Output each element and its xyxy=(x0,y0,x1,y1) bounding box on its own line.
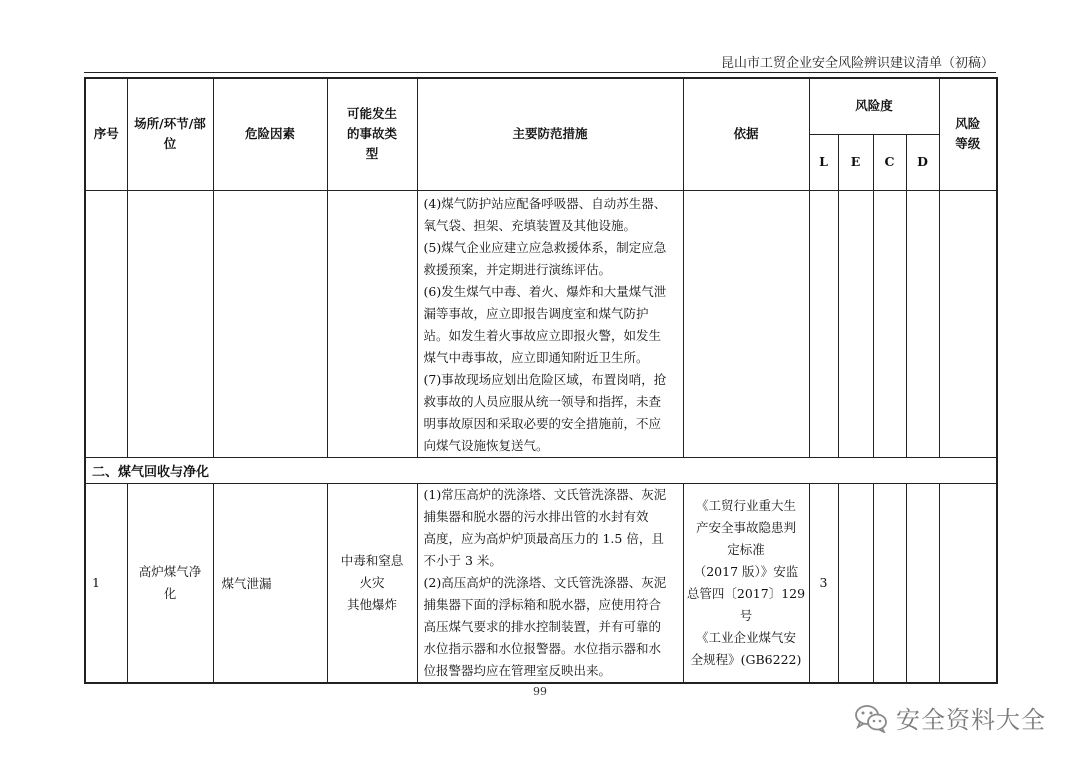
basis-line: 定标准 xyxy=(727,541,765,557)
header-measures: 主要防范措施 xyxy=(417,78,683,190)
cell-D-empty xyxy=(906,190,939,457)
cell-hazard-empty xyxy=(213,190,327,457)
watermark xyxy=(854,700,1046,735)
measure-line: (7)事故现场应划出危险区域，布置岗哨，抢 xyxy=(423,371,667,387)
wechat-icon xyxy=(854,703,888,733)
measure-line: 明事故原因和采取必要的安全措施前，不应 xyxy=(423,415,662,431)
measure-line: 救援预案，并定期进行演练评估。 xyxy=(423,261,612,277)
accident-type-item: 中毒和窒息 xyxy=(340,552,404,568)
measure-line: 位报警器均应在管理室反映出来。 xyxy=(423,662,612,678)
cell-basis-empty xyxy=(683,190,809,457)
measure-line: 站。如发生着火事故应立即报火警，如发生 xyxy=(423,327,662,343)
header-basis: 依据 xyxy=(683,78,809,190)
measure-line: 救事故的人员应服从统一领导和指挥，未查 xyxy=(423,393,662,409)
cell-location-empty xyxy=(127,190,213,457)
section-title: 二、煤气回收与净化 xyxy=(85,457,997,483)
header-location xyxy=(127,78,213,190)
cell-basis xyxy=(683,483,809,683)
header-D: D xyxy=(906,134,939,190)
risk-table xyxy=(84,77,998,684)
measure-line: (1)常压高炉的洗涤塔、文氏管洗涤器、灰泥 xyxy=(423,486,667,502)
basis-line: 全规程》(GB6222) xyxy=(690,651,802,667)
measure-line: 水位指示器和水位报警器。水位指示器和水 xyxy=(423,640,662,656)
cell-C-empty xyxy=(873,190,906,457)
measure-line: 氧气袋、担架、充填装置及其他设施。 xyxy=(423,217,637,233)
measure-line: (2)高压高炉的洗涤塔、文氏管洗涤器、灰泥 xyxy=(423,574,667,590)
header-hazard: 危险因素 xyxy=(213,78,327,190)
header-accident-type xyxy=(327,78,417,190)
basis-line: 产安全事故隐患判 xyxy=(695,519,796,535)
basis-line: （2017 版）》安监 xyxy=(693,563,799,579)
measure-line: 高度，应为高炉炉顶最高压力的 1.5 倍，且 xyxy=(423,530,664,546)
header-accident-type-label: 可能发生的事故类型 xyxy=(346,106,397,162)
cell-level-empty xyxy=(939,190,997,457)
header-L: L xyxy=(809,134,838,190)
header-rule xyxy=(84,72,996,73)
cell-L-empty xyxy=(809,190,838,457)
cell-accident-types xyxy=(327,483,417,683)
measure-line: 不小于 3 米。 xyxy=(423,552,502,568)
cell-measures xyxy=(417,483,683,683)
cell-hazard: 煤气泄漏 xyxy=(213,483,327,683)
header-index: 序号 xyxy=(85,78,127,190)
cell-E xyxy=(838,483,873,683)
measure-line: (6)发生煤气中毒、着火、爆炸和大量煤气泄 xyxy=(423,283,667,299)
cell-accident-empty xyxy=(327,190,417,457)
measure-line: 漏等事故，应立即报告调度室和煤气防护 xyxy=(423,305,649,321)
document-header-title: 昆山市工贸企业安全风险辨识建议清单（初稿） xyxy=(720,56,994,71)
measure-line: 向煤气设施恢复送气。 xyxy=(423,437,549,453)
basis-line: 号 xyxy=(739,607,753,623)
accident-type-item: 其他爆炸 xyxy=(346,596,397,612)
header-risk-level xyxy=(939,78,997,190)
measure-line: 煤气中毒事故，应立即通知附近卫生所。 xyxy=(423,349,649,365)
cell-C xyxy=(873,483,906,683)
header-E: E xyxy=(838,134,873,190)
cell-location-text: 高炉煤气净化 xyxy=(138,563,202,601)
section-row xyxy=(85,457,997,483)
measure-line: (5)煤气企业应建立应急救援体系，制定应急 xyxy=(423,239,667,255)
measure-line: (4)煤气防护站应配备呼吸器、自动苏生器、 xyxy=(423,195,667,211)
cell-risk-level xyxy=(939,483,997,683)
basis-line: 《工贸行业重大生 xyxy=(695,497,796,513)
cell-E-empty xyxy=(838,190,873,457)
cell-L: 3 xyxy=(809,483,838,683)
header-location-label: 场所/环节/部位 xyxy=(134,116,206,152)
cell-location xyxy=(127,483,213,683)
cell-measures-continued xyxy=(417,190,683,457)
page-number: 99 xyxy=(533,685,547,698)
table-row-continued xyxy=(85,190,997,457)
measure-line: 高压煤气要求的排水控制装置，并有可靠的 xyxy=(423,618,662,634)
measure-line: 捕集器下面的浮标箱和脱水器，应使用符合 xyxy=(423,596,662,612)
table-row xyxy=(85,483,997,683)
basis-line: 《工业企业煤气安 xyxy=(695,629,796,645)
cell-D xyxy=(906,483,939,683)
measure-line: 捕集器和脱水器的污水排出管的水封有效 xyxy=(423,508,649,524)
header-row-1 xyxy=(85,78,997,134)
basis-line: 总管四〔2017〕129 xyxy=(686,585,806,601)
cell-index-empty xyxy=(85,190,127,457)
watermark-text: 安全资料大全 xyxy=(896,706,1046,734)
header-risk-level-label: 风险等级 xyxy=(955,116,981,152)
header-C: C xyxy=(873,134,906,190)
header-risk-degree: 风险度 xyxy=(809,78,939,134)
accident-type-item: 火灾 xyxy=(359,574,385,590)
cell-index: 1 xyxy=(85,483,127,683)
